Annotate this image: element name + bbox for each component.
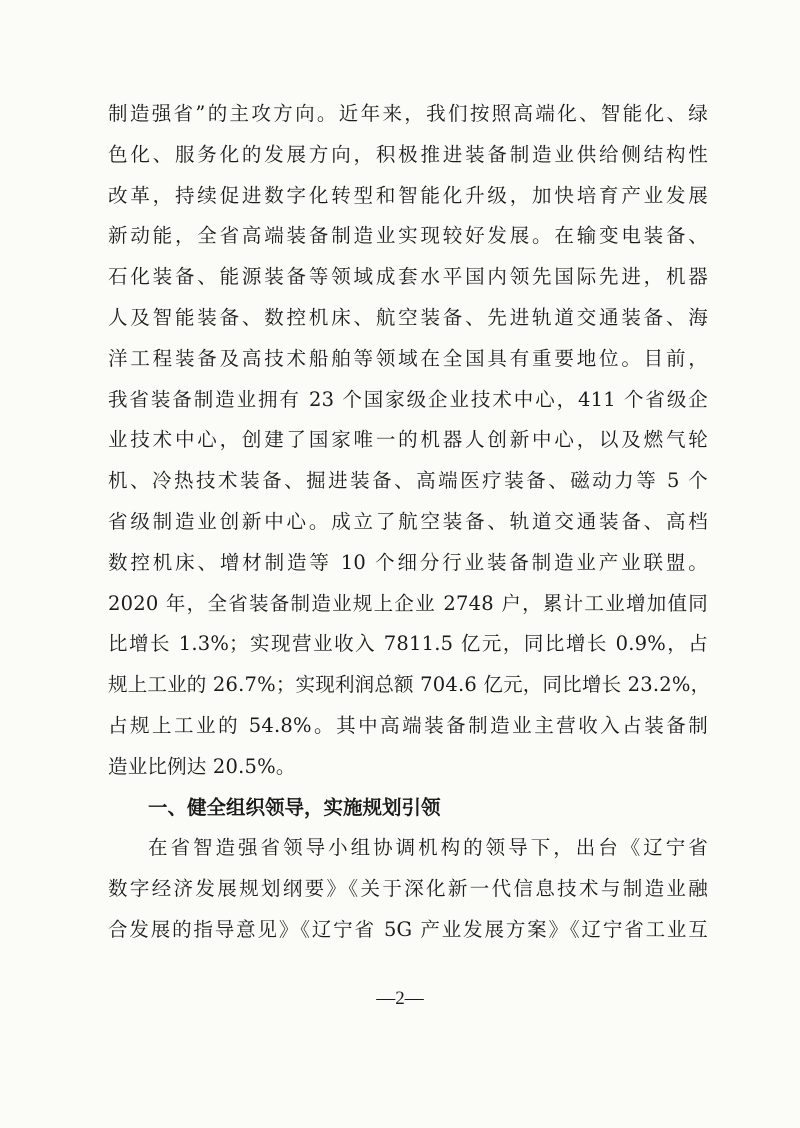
text-line: 造业比例达 20.5%。 <box>108 754 296 778</box>
text-line: 在省智造强省领导小组协调机构的领导下，出台《辽宁省 <box>148 836 708 860</box>
text-line: 省级制造业创新中心。成立了航空装备、轨道交通装备、高档 <box>108 509 708 533</box>
text-line: 规上工业的 26.7%；实现利润总额 704.6 亿元，同比增长 23.2%， <box>108 673 711 697</box>
text-line: 我省装备制造业拥有 23 个国家级企业技术中心，411 个省级企 <box>108 387 708 411</box>
page-number: —2— <box>376 988 424 1009</box>
text-line: 数字经济发展规划纲要》《关于深化新一代信息技术与制造业融 <box>108 877 708 901</box>
text-line: 比增长 1.3%；实现营业收入 7811.5 亿元，同比增长 0.9%，占 <box>108 632 708 656</box>
text-line: 人及智能装备、数控机床、航空装备、先进轨道交通装备、海 <box>108 305 708 329</box>
text-line: 色化、服务化的发展方向，积极推进装备制造业供给侧结构性 <box>108 142 708 166</box>
text-line: 机、冷热技术装备、掘进装备、高端医疗装备、磁动力等 5 个 <box>108 469 708 493</box>
text-line: 业技术中心，创建了国家唯一的机器人创新中心，以及燃气轮 <box>108 428 708 452</box>
paragraph-2 <box>108 828 708 950</box>
paragraph-1 <box>108 94 711 788</box>
text-line: 石化装备、能源装备等领域成套水平国内领先国际先进，机器 <box>108 265 708 289</box>
text-line: 数控机床、增材制造等 10 个细分行业装备制造业产业联盟。 <box>108 550 708 574</box>
text-line: 改革，持续促进数字化转型和智能化升级，加快培育产业发展 <box>108 183 708 207</box>
text-line: 制造强省”的主攻方向。近年来，我们按照高端化、智能化、绿 <box>108 102 708 125</box>
text-line: 洋工程装备及高技术船舶等领域在全国具有重要地位。目前， <box>108 346 708 370</box>
text-line: 2020 年，全省装备制造业规上企业 2748 户，累计工业增加值同 <box>108 591 708 615</box>
text-line: 合发展的指导意见》《辽宁省 5G 产业发展方案》《辽宁省工业互 <box>108 917 708 941</box>
text-line: 占规上工业的 54.8%。其中高端装备制造业主营收入占装备制 <box>108 713 708 737</box>
text-line: 新动能，全省高端装备制造业实现较好发展。在输变电装备、 <box>108 224 708 248</box>
document-body <box>108 94 711 951</box>
section-heading: 一、健全组织领导，实施规划引领 <box>148 795 441 819</box>
